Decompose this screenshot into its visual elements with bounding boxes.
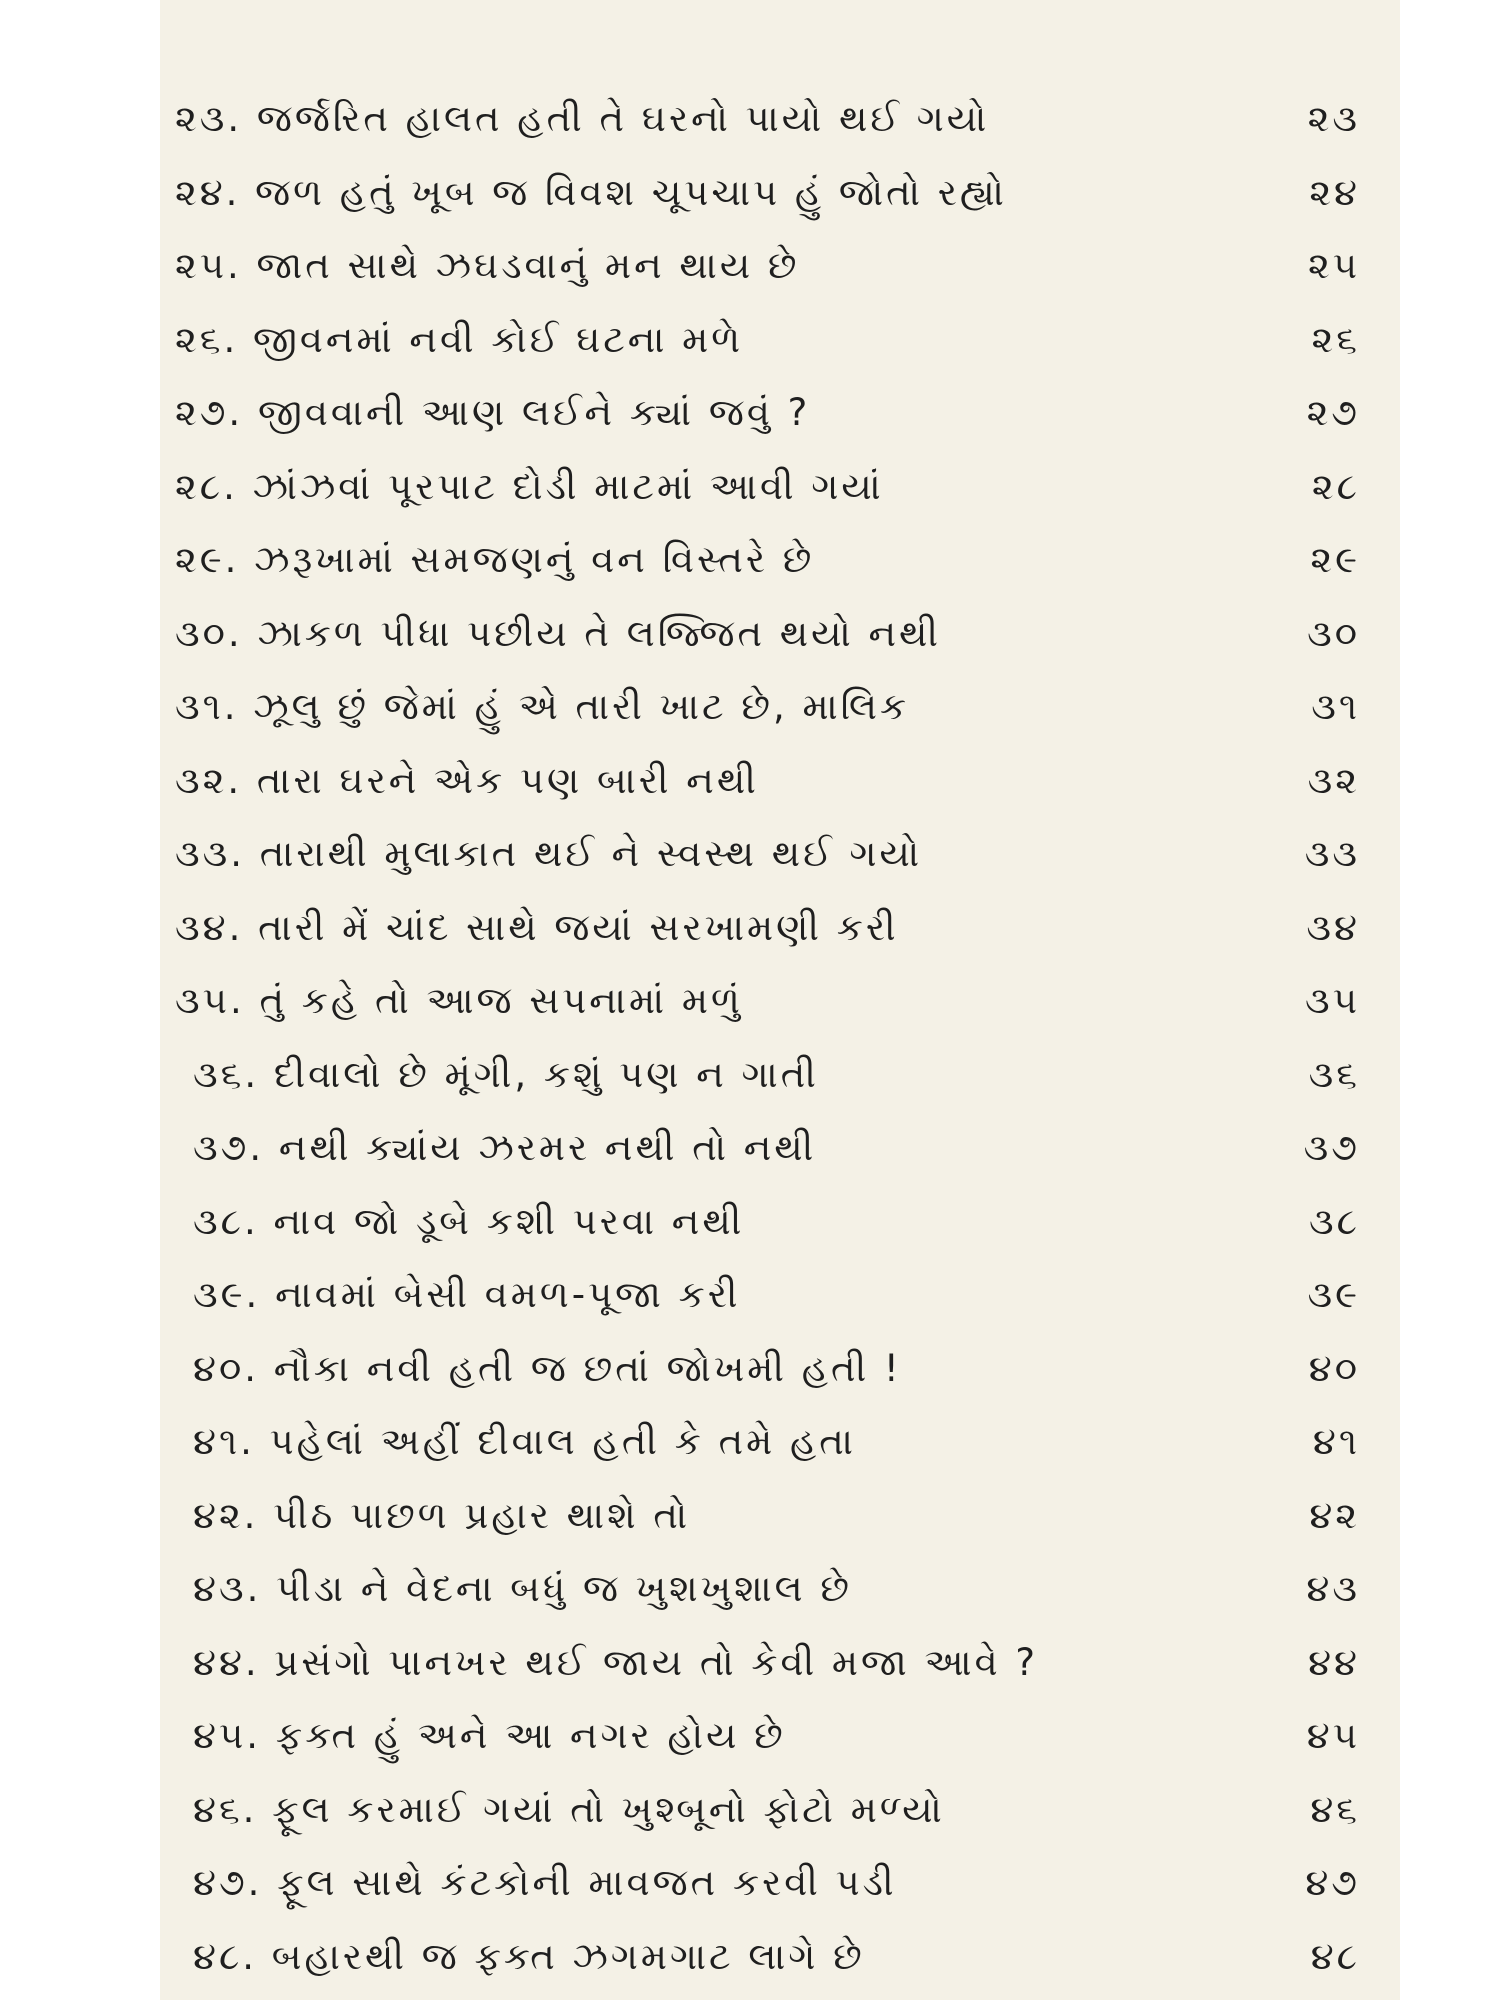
toc-entry-title: ૨૫. જાત સાથે ઝઘડવાનું મન થાય છે xyxy=(175,244,800,287)
toc-entry xyxy=(175,817,1360,891)
toc-entry-title: ૪૫. ફક્ત હું અને આ નગર હોય છે xyxy=(193,1714,786,1757)
toc-entry-title: ૪૦. નૌકા નવી હતી જ છતાં જોખમી હતી ! xyxy=(193,1346,902,1390)
toc-entry-title: ૪૩. પીડા ને વેદના બધું જ ખુશખુશાલ છે xyxy=(193,1567,853,1610)
toc-entry-page: ૨૮ xyxy=(1311,464,1360,508)
toc-entry-title: ૪૬. ફૂલ કરમાઈ ગયાં તો ખુશ્બૂનો ફોટો મળ્યો xyxy=(193,1787,945,1831)
toc-entry xyxy=(175,156,1360,230)
toc-entry-title: ૨૬. જીવનમાં નવી કોઈ ઘટના મળે xyxy=(175,317,744,361)
toc-entry-page: ૪૩ xyxy=(1306,1567,1360,1610)
toc-entry-page: ૨૬ xyxy=(1311,317,1360,361)
toc-entry-title: ૩૯. નાવમાં બેસી વમળ-પૂજા કરી xyxy=(193,1273,741,1316)
toc-entry-title: ૪૧. પહેલાં અહીં દીવાલ હતી કે તમે હતા xyxy=(193,1420,856,1463)
toc-entry xyxy=(175,1920,1360,1994)
toc-entry xyxy=(175,1699,1360,1773)
table-of-contents xyxy=(175,82,1360,1993)
toc-entry xyxy=(175,1626,1360,1700)
toc-entry-page: ૩૨ xyxy=(1307,758,1360,802)
toc-entry-title: ૪૨. પીઠ પાછળ પ્રહાર થાશે તો xyxy=(193,1493,691,1537)
toc-entry xyxy=(175,82,1360,156)
toc-entry xyxy=(175,1405,1360,1479)
toc-entry-title: ૩૩. તારાથી મુલાકાત થઈ ને સ્વસ્થ થઈ ગયો xyxy=(175,832,923,875)
toc-entry-title: ૩૮. નાવ જો ડૂબે કશી પરવા નથી xyxy=(193,1199,745,1243)
toc-entry xyxy=(175,1552,1360,1626)
toc-entry-page: ૪૭ xyxy=(1305,1861,1360,1904)
toc-entry-title: ૩૬. દીવાલો છે મૂંગી, કશું પણ ન ગાતી xyxy=(193,1052,819,1096)
toc-entry-page: ૩૫ xyxy=(1305,979,1360,1022)
toc-entry-page: ૨૫ xyxy=(1307,244,1360,287)
toc-entry-title: ૪૪. પ્રસંગો પાનખર થઈ જાય તો કેવી મજા આવે ? xyxy=(193,1640,1039,1684)
toc-entry xyxy=(175,1185,1360,1259)
toc-entry xyxy=(175,744,1360,818)
toc-entry xyxy=(175,964,1360,1038)
toc-entry-page: ૨૯ xyxy=(1310,538,1360,581)
toc-entry-title: ૩૫. તું કહે તો આજ સપનામાં મળું xyxy=(175,979,743,1022)
toc-entry-page: ૪૬ xyxy=(1310,1787,1360,1831)
toc-entry xyxy=(175,1038,1360,1112)
toc-entry-title: ૨૮. ઝાંઝવાં પૂરપાટ દોડી માટમાં આવી ગયાં xyxy=(175,464,884,508)
toc-entry-title: ૨૭. જીવવાની આણ લઈને ક્યાં જવું ? xyxy=(175,391,811,434)
toc-entry xyxy=(175,523,1360,597)
toc-entry-page: ૩૩ xyxy=(1304,832,1360,875)
toc-entry-page: ૩૮ xyxy=(1309,1199,1360,1243)
toc-entry-title: ૨૯. ઝરૂખામાં સમજણનું વન વિસ્તરે છે xyxy=(175,538,815,581)
toc-entry xyxy=(175,670,1360,744)
toc-entry-page: ૪૧ xyxy=(1312,1420,1360,1463)
toc-entry xyxy=(175,376,1360,450)
toc-entry xyxy=(175,450,1360,524)
toc-entry-title: ૩૨. તારા ઘરને એક પણ બારી નથી xyxy=(175,758,759,802)
toc-entry xyxy=(175,1773,1360,1847)
toc-entry-page: ૪૪ xyxy=(1308,1640,1360,1684)
toc-entry-page: ૩૬ xyxy=(1308,1052,1360,1096)
toc-entry-title: ૩૦. ઝાકળ પીધા પછીય તે લજ્જિત થયો નથી xyxy=(175,611,942,655)
toc-entry-page: ૪૫ xyxy=(1306,1714,1360,1757)
toc-entry-page: ૩૪ xyxy=(1306,905,1360,949)
toc-entry-title: ૨૪. જળ હતું ખૂબ જ વિવશ ચૂપચાપ હું જોતો રહ્યો xyxy=(175,170,1007,214)
toc-entry xyxy=(175,1846,1360,1920)
toc-entry xyxy=(175,229,1360,303)
toc-entry xyxy=(175,1479,1360,1553)
toc-entry-title: ૩૭. નથી ક્યાંય ઝરમર નથી તો નથી xyxy=(193,1126,817,1169)
toc-entry-page: ૩૦ xyxy=(1307,611,1360,655)
toc-entry-page: ૪૦ xyxy=(1308,1346,1360,1390)
toc-entry xyxy=(175,1258,1360,1332)
toc-entry-title: ૪૭. ફૂલ સાથે કંટકોની માવજત કરવી પડી xyxy=(193,1861,897,1904)
toc-entry-title: ૩૧. ઝૂલુ છું જેમાં હું એ તારી ખાટ છે, માલિક xyxy=(175,685,910,728)
toc-entry xyxy=(175,1111,1360,1185)
toc-entry xyxy=(175,891,1360,965)
toc-entry-page: ૪૮ xyxy=(1310,1934,1360,1978)
toc-entry-page: ૩૧ xyxy=(1311,685,1360,728)
toc-entry-title: ૨૩. જર્જરિત હાલત હતી તે ઘરનો પાયો થઈ ગયો xyxy=(175,97,990,140)
toc-entry xyxy=(175,597,1360,671)
toc-entry xyxy=(175,1332,1360,1406)
toc-entry-page: ૨૩ xyxy=(1307,97,1360,140)
toc-entry-page: ૨૭ xyxy=(1306,391,1360,434)
toc-entry-title: ૪૮. બહારથી જ ફક્ત ઝગમગાટ લાગે છે xyxy=(193,1934,865,1978)
toc-entry-page: ૪૨ xyxy=(1309,1493,1360,1537)
toc-entry xyxy=(175,303,1360,377)
toc-entry-page: ૨૪ xyxy=(1309,170,1360,214)
toc-entry-title: ૩૪. તારી મેં ચાંદ સાથે જયાં સરખામણી કરી xyxy=(175,905,899,949)
toc-entry-page: ૩૯ xyxy=(1307,1273,1360,1316)
toc-entry-page: ૩૭ xyxy=(1303,1126,1360,1169)
